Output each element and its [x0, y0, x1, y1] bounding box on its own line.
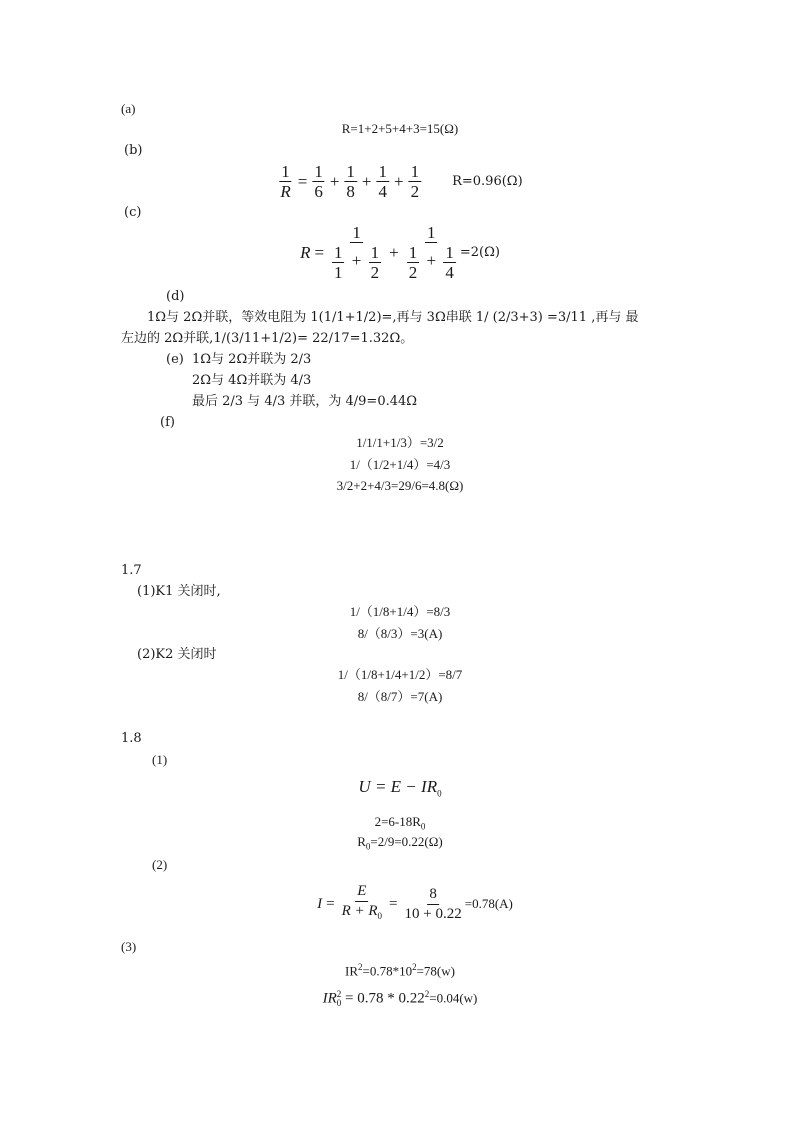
part-b-label: (b): [124, 143, 143, 158]
fraction: $\frac{1}{6}$: [314, 162, 323, 201]
part-f-line-3: 3/2+2+4/3=29/6=4.8(Ω): [336, 478, 464, 493]
section-1-8-part-1-line-2: $2=6-18R_0$: [374, 814, 426, 832]
section-1-7-heading: 1.7: [121, 563, 142, 578]
section-1-8-part-1-line-3: $R_0=2/9=0.22(\Omega)$: [357, 834, 443, 852]
compound-fraction: 1 $\frac{1}{1}$ + $\frac{1}{2}$: [334, 223, 380, 282]
part-a-equation: R=1+2+5+4+3=15(Ω): [341, 121, 459, 136]
compound-fraction: 1 $\frac{1}{2}$ + $\frac{1}{4}$: [408, 223, 454, 282]
section-1-8-power-line-2: IR 2 0 = $0.78 * 0.22^2=0.04(w)$: [322, 989, 478, 1009]
part-d-label: (d): [166, 289, 185, 304]
section-1-7-k2-label: (2)K2 关闭时: [137, 647, 217, 662]
part-e-line-2: 2Ω与 4Ω并联为 4/3: [192, 373, 312, 388]
part-f-line-1: 1/1/1+1/3）=3/2: [356, 435, 444, 450]
section-1-8-part-1-label: (1): [152, 752, 168, 767]
part-f-line-2: 1/（1/2+1/4）=4/3: [349, 457, 451, 472]
part-c-result: =2(Ω): [459, 244, 500, 260]
fraction: $\frac{1}{2}$: [410, 162, 420, 201]
section-1-7-k1-line-1: 1/（1/8+1/4）=8/3: [349, 604, 451, 619]
section-1-8-voltage-equation: $U = E - IR_0$: [358, 777, 442, 799]
section-1-8-current-equation: I = $\frac{E}{R + R_0}$ = $\frac{8}{10 + 0.22}$ =0.78(A): [317, 882, 513, 926]
fraction: $\frac{8}{10 + 0.22}$: [404, 885, 462, 922]
fraction: $\frac{E}{R + R_0}$: [341, 883, 383, 921]
section-1-8-part-3-label: (3): [121, 939, 137, 954]
part-e-label: (e): [166, 352, 184, 367]
section-1-7-k2-line-1: 1/（1/8+1/4+1/2）=8/7: [337, 667, 463, 682]
part-b-result: R=0.96(Ω): [452, 173, 523, 189]
fraction: $\frac{1}{4}$: [378, 162, 388, 201]
part-a-label: (a): [121, 101, 136, 116]
section-1-8-power-line-1: $IR^2=0.78*10^2=78(w)$: [345, 962, 455, 979]
section-1-7-k1-label: (1)K1 关闭时,: [137, 584, 221, 599]
section-1-7-k1-line-2: 8/（8/3）=3(A): [357, 626, 443, 641]
part-f-label: (f): [160, 415, 175, 430]
part-d-line-2: 左边的 2Ω并联,1/(3/11+1/2)= 22/17=1.32Ω。: [121, 331, 414, 346]
part-d-line-1: 1Ω与 2Ω并联，等效电阻为 1(1/1+1/2)=,再与 3Ω串联 1/ (2/3+3) =3/11 ,再与 最: [147, 310, 639, 325]
part-b-equation: $\frac{1}{R}$ = $\frac{1}{6}$ + $\frac{1}{8}$ + $\frac{1}{4}$ + $\frac{1}{2}$ R=0.96(Ω): [280, 162, 523, 201]
part-c-label: (c): [124, 205, 142, 220]
section-1-7-k2-line-2: 8/（8/7）=7(A): [357, 689, 443, 704]
fraction: $\frac{1}{R}$: [280, 162, 291, 201]
fraction: $\frac{1}{8}$: [346, 162, 355, 201]
section-1-8-part-2-label: (2): [152, 857, 168, 872]
part-e-line-3: 最后 2/3 与 4/3 并联，为 4/9=0.44Ω: [192, 394, 418, 409]
part-e-line-1: 1Ω与 2Ω并联为 2/3: [192, 352, 312, 367]
part-c-equation: R = 1 $\frac{1}{1}$ + $\frac{1}{2}$ + 1 $\frac{1}{2}$ + $\frac{1}{4}$ =2(Ω): [300, 223, 500, 282]
section-1-8-heading: 1.8: [121, 731, 142, 746]
